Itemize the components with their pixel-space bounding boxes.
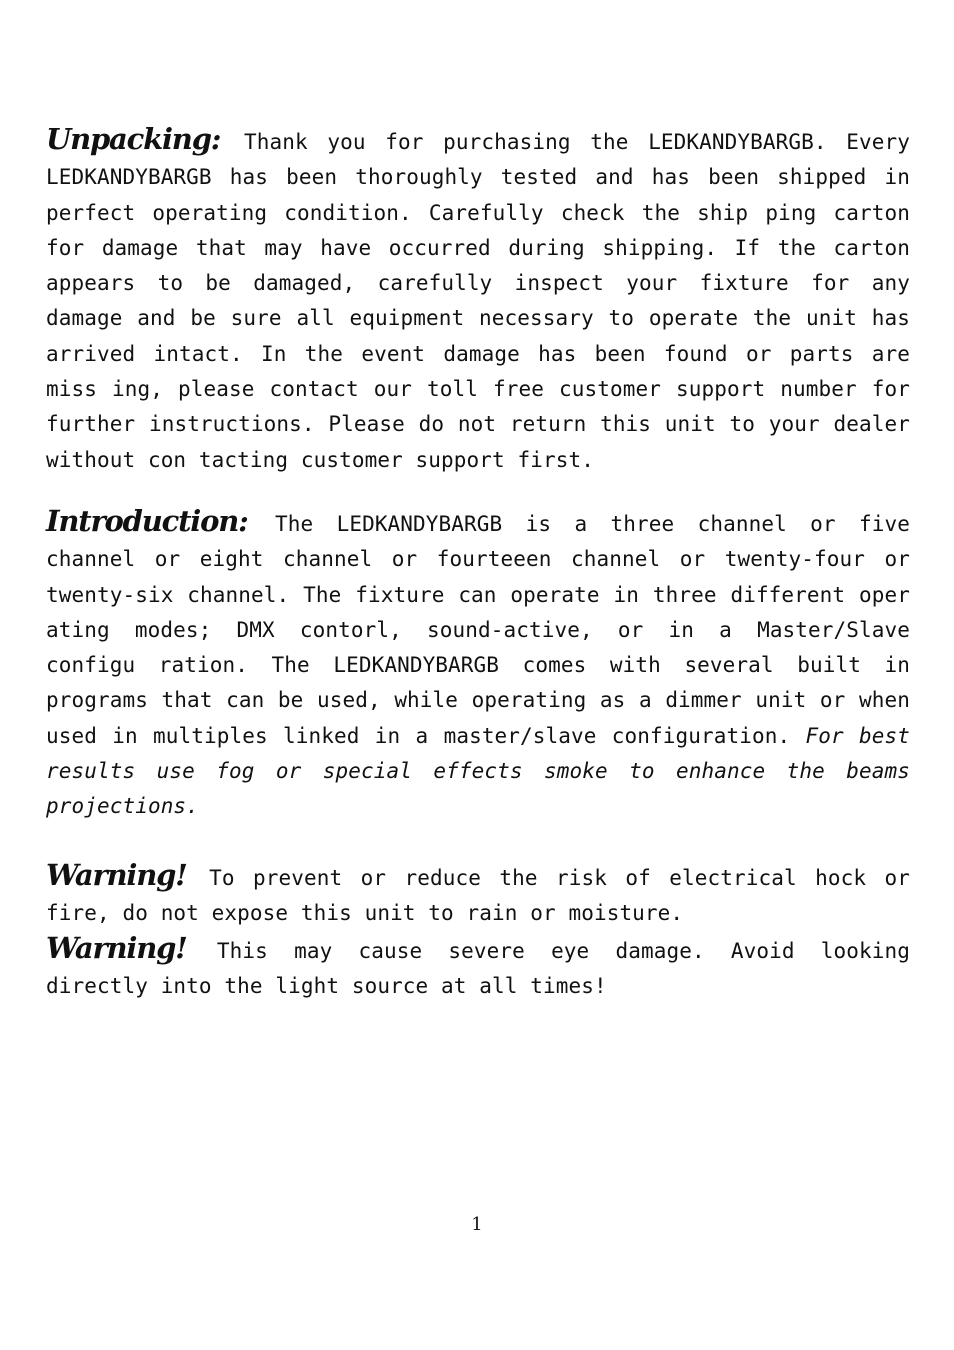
page-number: 1 — [471, 1214, 483, 1235]
unpacking-heading: Unpacking: — [46, 122, 221, 156]
introduction-tip: For best results use fog or special effects smoke to enhance the beams projections. — [46, 723, 910, 819]
unpacking-paragraph — [46, 122, 910, 478]
warning-electrical-body: To prevent or reduce the risk of electrical hock or fire, do not expose this unit to rain or moisture. — [46, 866, 910, 926]
unpacking-body: Thank you for purchasing the LEDKANDYBARGB. Every LEDKANDYBARGB has been thoroughly tested and has been shipped in perfect operating condition. Carefully check the ship ping carton for damage that may have occurred during shipping. If the carton appears to be damaged, carefully inspect your fixture for any damage and be sure all equipment necessary to operate the unit has arrived intact. In the event damage has been found or parts are miss ing, please contact our toll free customer support number for further instructions. Please do not return this unit to your dealer without con tacting customer support first. — [46, 130, 910, 472]
warning-electrical-paragraph — [46, 858, 910, 932]
warning-eye-heading: Warning! — [46, 931, 187, 965]
introduction-body: The LEDKANDYBARGB is a three channel or five channel or eight channel or fourteeen channel or twenty-four or twenty-six channel. The fixture can operate in three different oper ating modes; DMX contorl, sound-active, or in a Master/Slave configu ration. The LEDKANDYBARGB comes with several built in programs that can be used, while operating as a dimmer unit or when used in multiples linked in a master/slave configuration. — [46, 512, 910, 748]
introduction-paragraph — [46, 504, 910, 825]
introduction-heading: Introduction: — [46, 504, 248, 538]
warning-eye-paragraph — [46, 931, 910, 1005]
warning-electrical-heading: Warning! — [46, 858, 187, 892]
warning-eye-body: This may cause severe eye damage. Avoid looking directly into the light source at all times! — [46, 939, 910, 999]
